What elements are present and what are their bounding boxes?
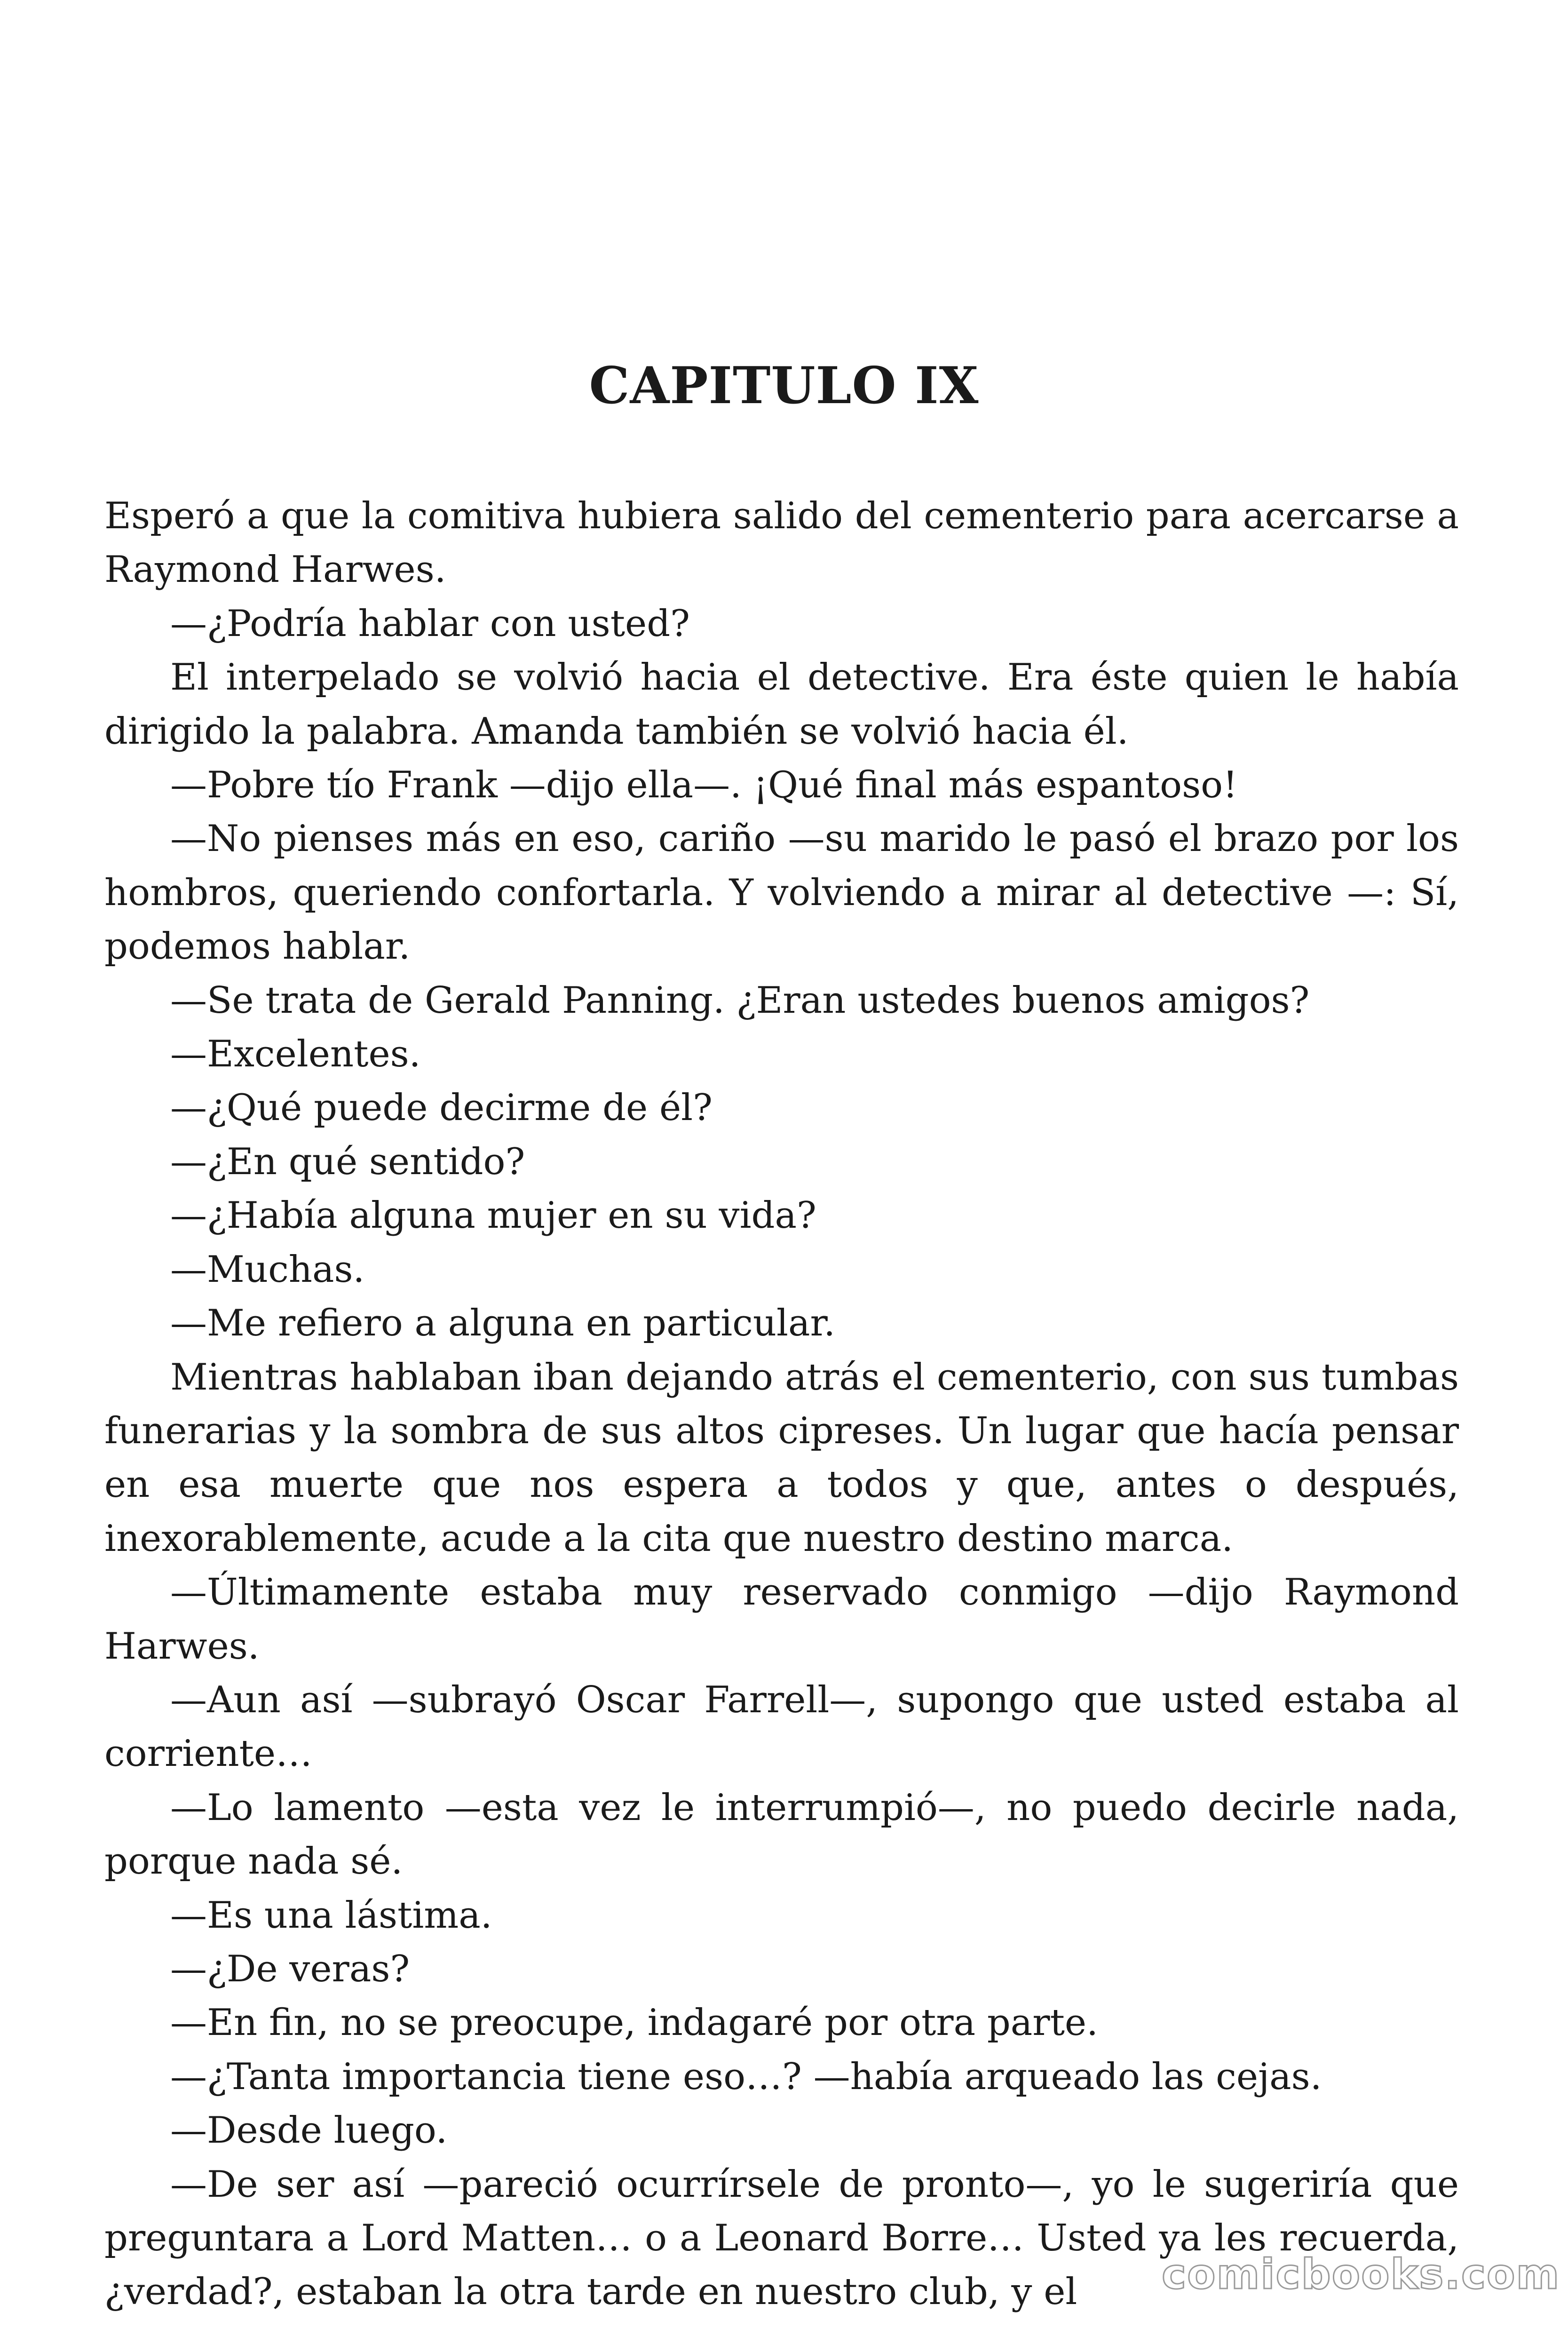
paragraph: —En fin, no se preocupe, indagaré por otra parte. xyxy=(170,2002,1098,2044)
paragraph: —¿Podría hablar con usted? xyxy=(170,602,690,645)
paragraph: —¿Tanta importancia tiene eso…? —había arqueado las cejas. xyxy=(170,2055,1322,2098)
chapter-body xyxy=(104,489,1459,2319)
paragraph: Mientras hablaban iban dejando atrás el cementerio, con sus tumbas funerarias y la sombra de sus altos cipreses. Un lugar que hacía pensar en esa muerte que nos espera a todos y que, antes o después, inexorablemente, acude a la cita que nuestro destino marca. xyxy=(104,1356,1459,1560)
paragraph: —Excelentes. xyxy=(170,1033,421,1076)
paragraph: —De ser así —pareció ocurrírsele de pronto—, yo le sugeriría que preguntara a Lord Matten… o a Leonard Borre… Usted ya les recuerda, ¿verdad?, estaban la otra tarde en nuestro club, y el xyxy=(104,2163,1459,2313)
paragraph: Esperó a que la comitiva hubiera salido del cementerio para acercarse a Raymond Harwes. xyxy=(104,495,1459,591)
paragraph: —Desde luego. xyxy=(170,2109,448,2152)
paragraph: —Muchas. xyxy=(170,1248,365,1291)
paragraph: El interpelado se volvió hacia el detective. Era éste quien le había dirigido la palabra. Amanda también se volvió hacia él. xyxy=(104,656,1459,753)
paragraph: —¿Había alguna mujer en su vida? xyxy=(170,1194,816,1237)
paragraph: —No pienses más en eso, cariño —su marido le pasó el brazo por los hombros, queriendo confortarla. Y volviendo a mirar al detective —: Sí, podemos hablar. xyxy=(104,818,1459,968)
paragraph: —Pobre tío Frank —dijo ella—. ¡Qué final más espantoso! xyxy=(170,764,1238,807)
paragraph: —Es una lástima. xyxy=(170,1894,492,1937)
paragraph: —¿En qué sentido? xyxy=(170,1140,525,1183)
paragraph: —Aun así —subrayó Oscar Farrell—, supongo que usted estaba al corriente… xyxy=(104,1678,1459,1775)
paragraph: —¿De veras? xyxy=(170,1947,410,1990)
paragraph: —Se trata de Gerald Panning. ¿Eran ustedes buenos amigos? xyxy=(170,979,1310,1022)
paragraph: —Me refiero a alguna en particular. xyxy=(170,1302,836,1345)
chapter-title-text: CAPITULO IX xyxy=(589,356,979,415)
watermark: comicbooks.com xyxy=(1162,2250,1560,2298)
paragraph: —¿Qué puede decirme de él? xyxy=(170,1087,713,1129)
chapter-title xyxy=(0,353,1568,419)
paragraph: —Lo lamento —esta vez le interrumpió—, no puedo decirle nada, porque nada sé. xyxy=(104,1786,1459,1883)
paragraph: —Últimamente estaba muy reservado conmigo —dijo Raymond Harwes. xyxy=(104,1571,1459,1668)
